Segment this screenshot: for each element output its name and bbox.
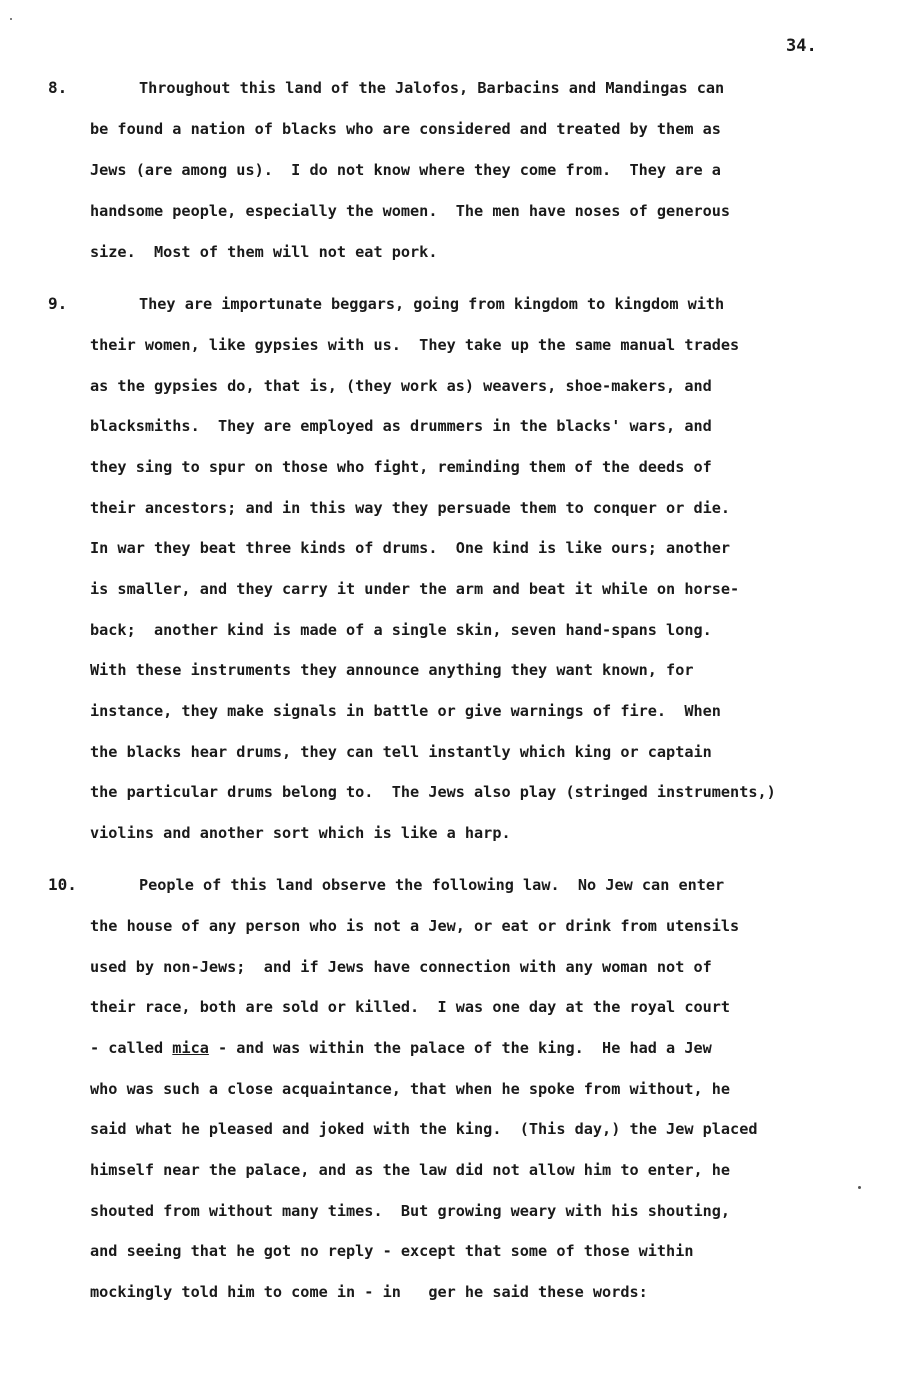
text-line: their race, both are sold or killed. I was one day at the royal court [90, 998, 731, 1016]
text-line: their women, like gypsies with us. They take up the same manual trades [90, 336, 740, 354]
text-line: blacksmiths. They are employed as drummers in the blacks' wars, and [90, 417, 712, 435]
text-line: They are importunate beggars, going from kingdom to kingdom with [139, 295, 725, 313]
text-line: the blacks hear drums, they can tell instantly which king or captain [90, 743, 712, 761]
text-line: they sing to spur on those who fight, reminding them of the deeds of [90, 458, 712, 476]
text-line: their ancestors; and in this way they persuade them to conquer or die. [90, 499, 731, 517]
paragraph-number: 10. [48, 875, 77, 894]
text-line: With these instruments they announce anything they want known, for [90, 661, 694, 679]
text-line: shouted from without many times. But growing weary with his shouting, [90, 1202, 731, 1220]
text-line: who was such a close acquaintance, that when he spoke from without, he [90, 1080, 731, 1098]
paragraph-number: 8. [48, 78, 68, 97]
text-fragment: - and was within the palace of the king. He had a Jew [208, 1039, 712, 1057]
text-line [90, 1038, 712, 1058]
text-line: is smaller, and they carry it under the arm and beat it while on horse- [90, 580, 740, 598]
text-line: the house of any person who is not a Jew, or eat or drink from utensils [90, 917, 740, 935]
text-line: himself near the palace, and as the law did not allow him to enter, he [90, 1161, 731, 1179]
scan-speck [10, 18, 12, 20]
text-line: handsome people, especially the women. The men have noses of generous [90, 202, 731, 220]
paragraph-number: 9. [48, 294, 68, 313]
text-line: size. Most of them will not eat pork. [90, 243, 438, 261]
text-line: mockingly told him to come in - in ger he said these words: [90, 1283, 648, 1301]
text-line: instance, they make signals in battle or give warnings of fire. When [90, 702, 721, 720]
text-line: People of this land observe the following law. No Jew can enter [139, 876, 725, 894]
text-line: back; another kind is made of a single skin, seven hand-spans long. [90, 621, 712, 639]
text-line: said what he pleased and joked with the king. (This day,) the Jew placed [90, 1120, 758, 1138]
text-line: be found a nation of blacks who are considered and treated by them as [90, 120, 721, 138]
text-line: Jews (are among us). I do not know where they come from. They are a [90, 161, 721, 179]
underlined-word: mica [172, 1039, 209, 1057]
text-line: and seeing that he got no reply - except that some of those within [90, 1242, 694, 1260]
scan-speck [858, 1186, 861, 1189]
text-fragment: - called [90, 1039, 173, 1057]
text-line: used by non-Jews; and if Jews have connection with any woman not of [90, 958, 712, 976]
text-line: In war they beat three kinds of drums. One kind is like ours; another [90, 539, 731, 557]
text-line: Throughout this land of the Jalofos, Barbacins and Mandingas can [139, 79, 725, 97]
text-line: as the gypsies do, that is, (they work as) weavers, shoe-makers, and [90, 377, 712, 395]
text-line: the particular drums belong to. The Jews also play (stringed instruments,) [90, 783, 776, 801]
text-line: violins and another sort which is like a harp. [90, 824, 511, 842]
page-number: 34. [786, 36, 817, 56]
